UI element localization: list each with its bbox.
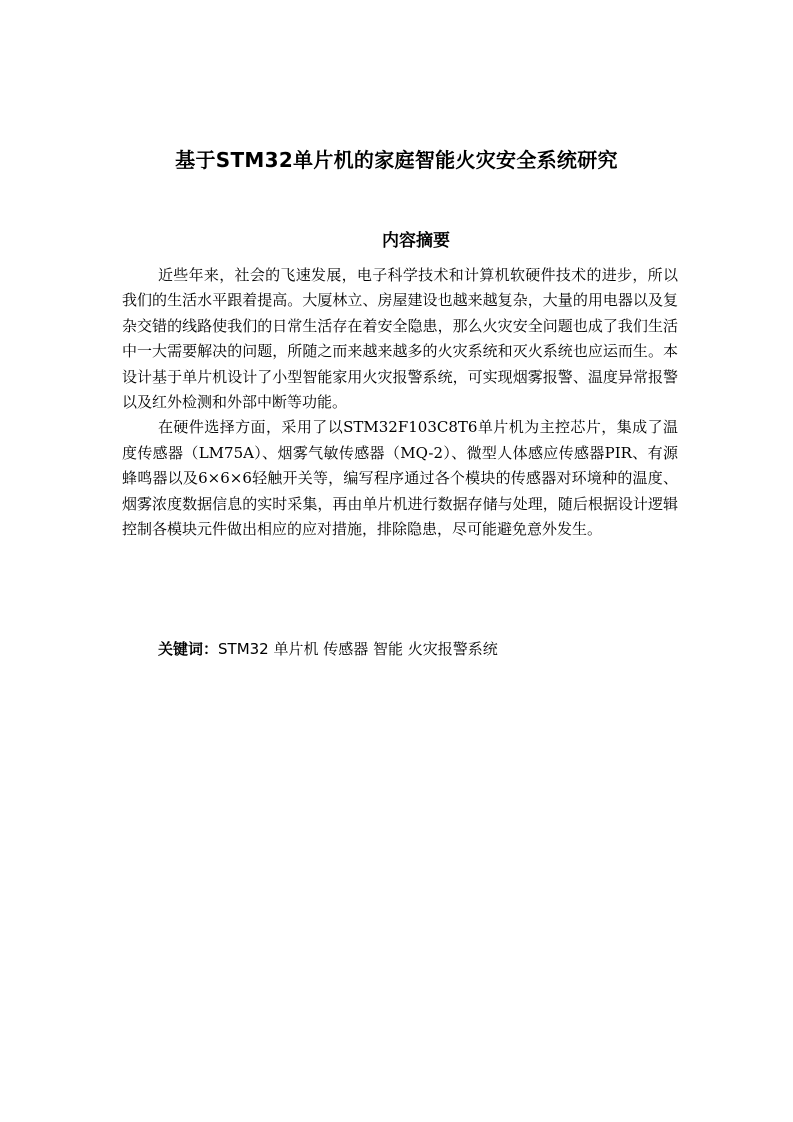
abstract-paragraph-2: 在硬件选择方面，采用了以STM32F103C8T6单片机为主控芯片，集成了温度传感器（LM75A）、烟雾气敏传感器（MQ-2）、微型人体感应传感器PIR、有源蜂鸣器以及6×6×6轻触开关等，编写程序通过各个模块的传感器对环境种的温度、烟雾浓度数据信息的实时采集，再由单片机进行数据存储与处理，随后根据设计逻辑控制各模块元件做出相应的应对措施，排除隐患，尽可能避免意外发生。 bbox=[122, 418, 678, 539]
abstract-paragraph-1: 近些年来，社会的飞速发展，电子科学技术和计算机软硬件技术的进步，所以我们的生活水平跟着提高。大厦林立、房屋建设也越来越复杂，大量的用电器以及复杂交错的线路使我们的日常生活存在着安全隐患，那么火灾安全问题也成了我们生活中一大需要解决的问题，所随之而来越来越多的火灾系统和灭火系统也应运而生。本设计基于单片机设计了小型智能家用火灾报警系统，可实现烟雾报警、温度异常报警以及红外检测和外部中断等功能。 bbox=[122, 266, 678, 412]
keywords-list: STM32 单片机 传感器 智能 火灾报警系统 bbox=[218, 640, 498, 658]
keywords-label: 关键词： bbox=[158, 640, 219, 658]
abstract-body bbox=[122, 263, 678, 542]
abstract-heading: 内容摘要 bbox=[382, 231, 450, 251]
keywords-line bbox=[158, 637, 678, 661]
document-title: 基于STM32单片机的家庭智能火灾安全系统研究 bbox=[175, 148, 618, 172]
